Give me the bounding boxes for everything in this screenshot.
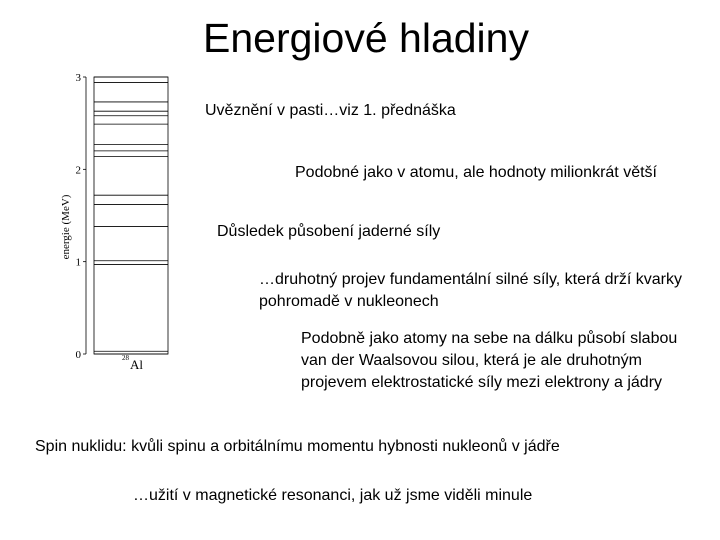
energy-level-diagram: [58, 66, 188, 378]
y-tick-label-1: 1: [75, 256, 81, 269]
nuclide-mass-number: 28: [122, 354, 129, 362]
y-axis-label: energie (MeV): [60, 194, 72, 260]
bullet-trap: Uvěznění v pasti…viz 1. přednáška: [205, 102, 456, 119]
bullet-van-der-waals: Podobně jako atomy na sebe na dálku působí slabou van der Waalsovou silou, která je ale druhotným projevem elektrostatické síly mezi elektrony a jádry: [301, 330, 678, 391]
y-tick-label-2: 2: [75, 164, 81, 177]
y-tick-label-0: 0: [75, 349, 81, 361]
bullet-mri: …užití v magnetické resonanci, jak už jsme viděli minule: [133, 487, 533, 504]
bullet-atom-like: Podobné jako v atomu, ale hodnoty milionkrát větší: [295, 164, 657, 181]
bullet-spin: Spin nuklidu: kvůli spinu a orbitálnímu momentu hybnosti nukleonů v jádře: [35, 438, 560, 455]
y-axis-ticks: [76, 72, 87, 361]
level-box: [94, 77, 168, 354]
bullet-secondary: …druhotný projev fundamentální silné síly, která drží kvarky pohromadě v nukleonech: [259, 271, 682, 310]
nuclide-symbol: Al: [130, 357, 143, 372]
bullet-nuclear-force: Důsledek působení jaderné síly: [217, 223, 441, 240]
energy-levels: [94, 77, 168, 354]
slide-title: Energiové hladiny: [203, 15, 529, 61]
y-tick-label-3: 3: [75, 72, 81, 84]
